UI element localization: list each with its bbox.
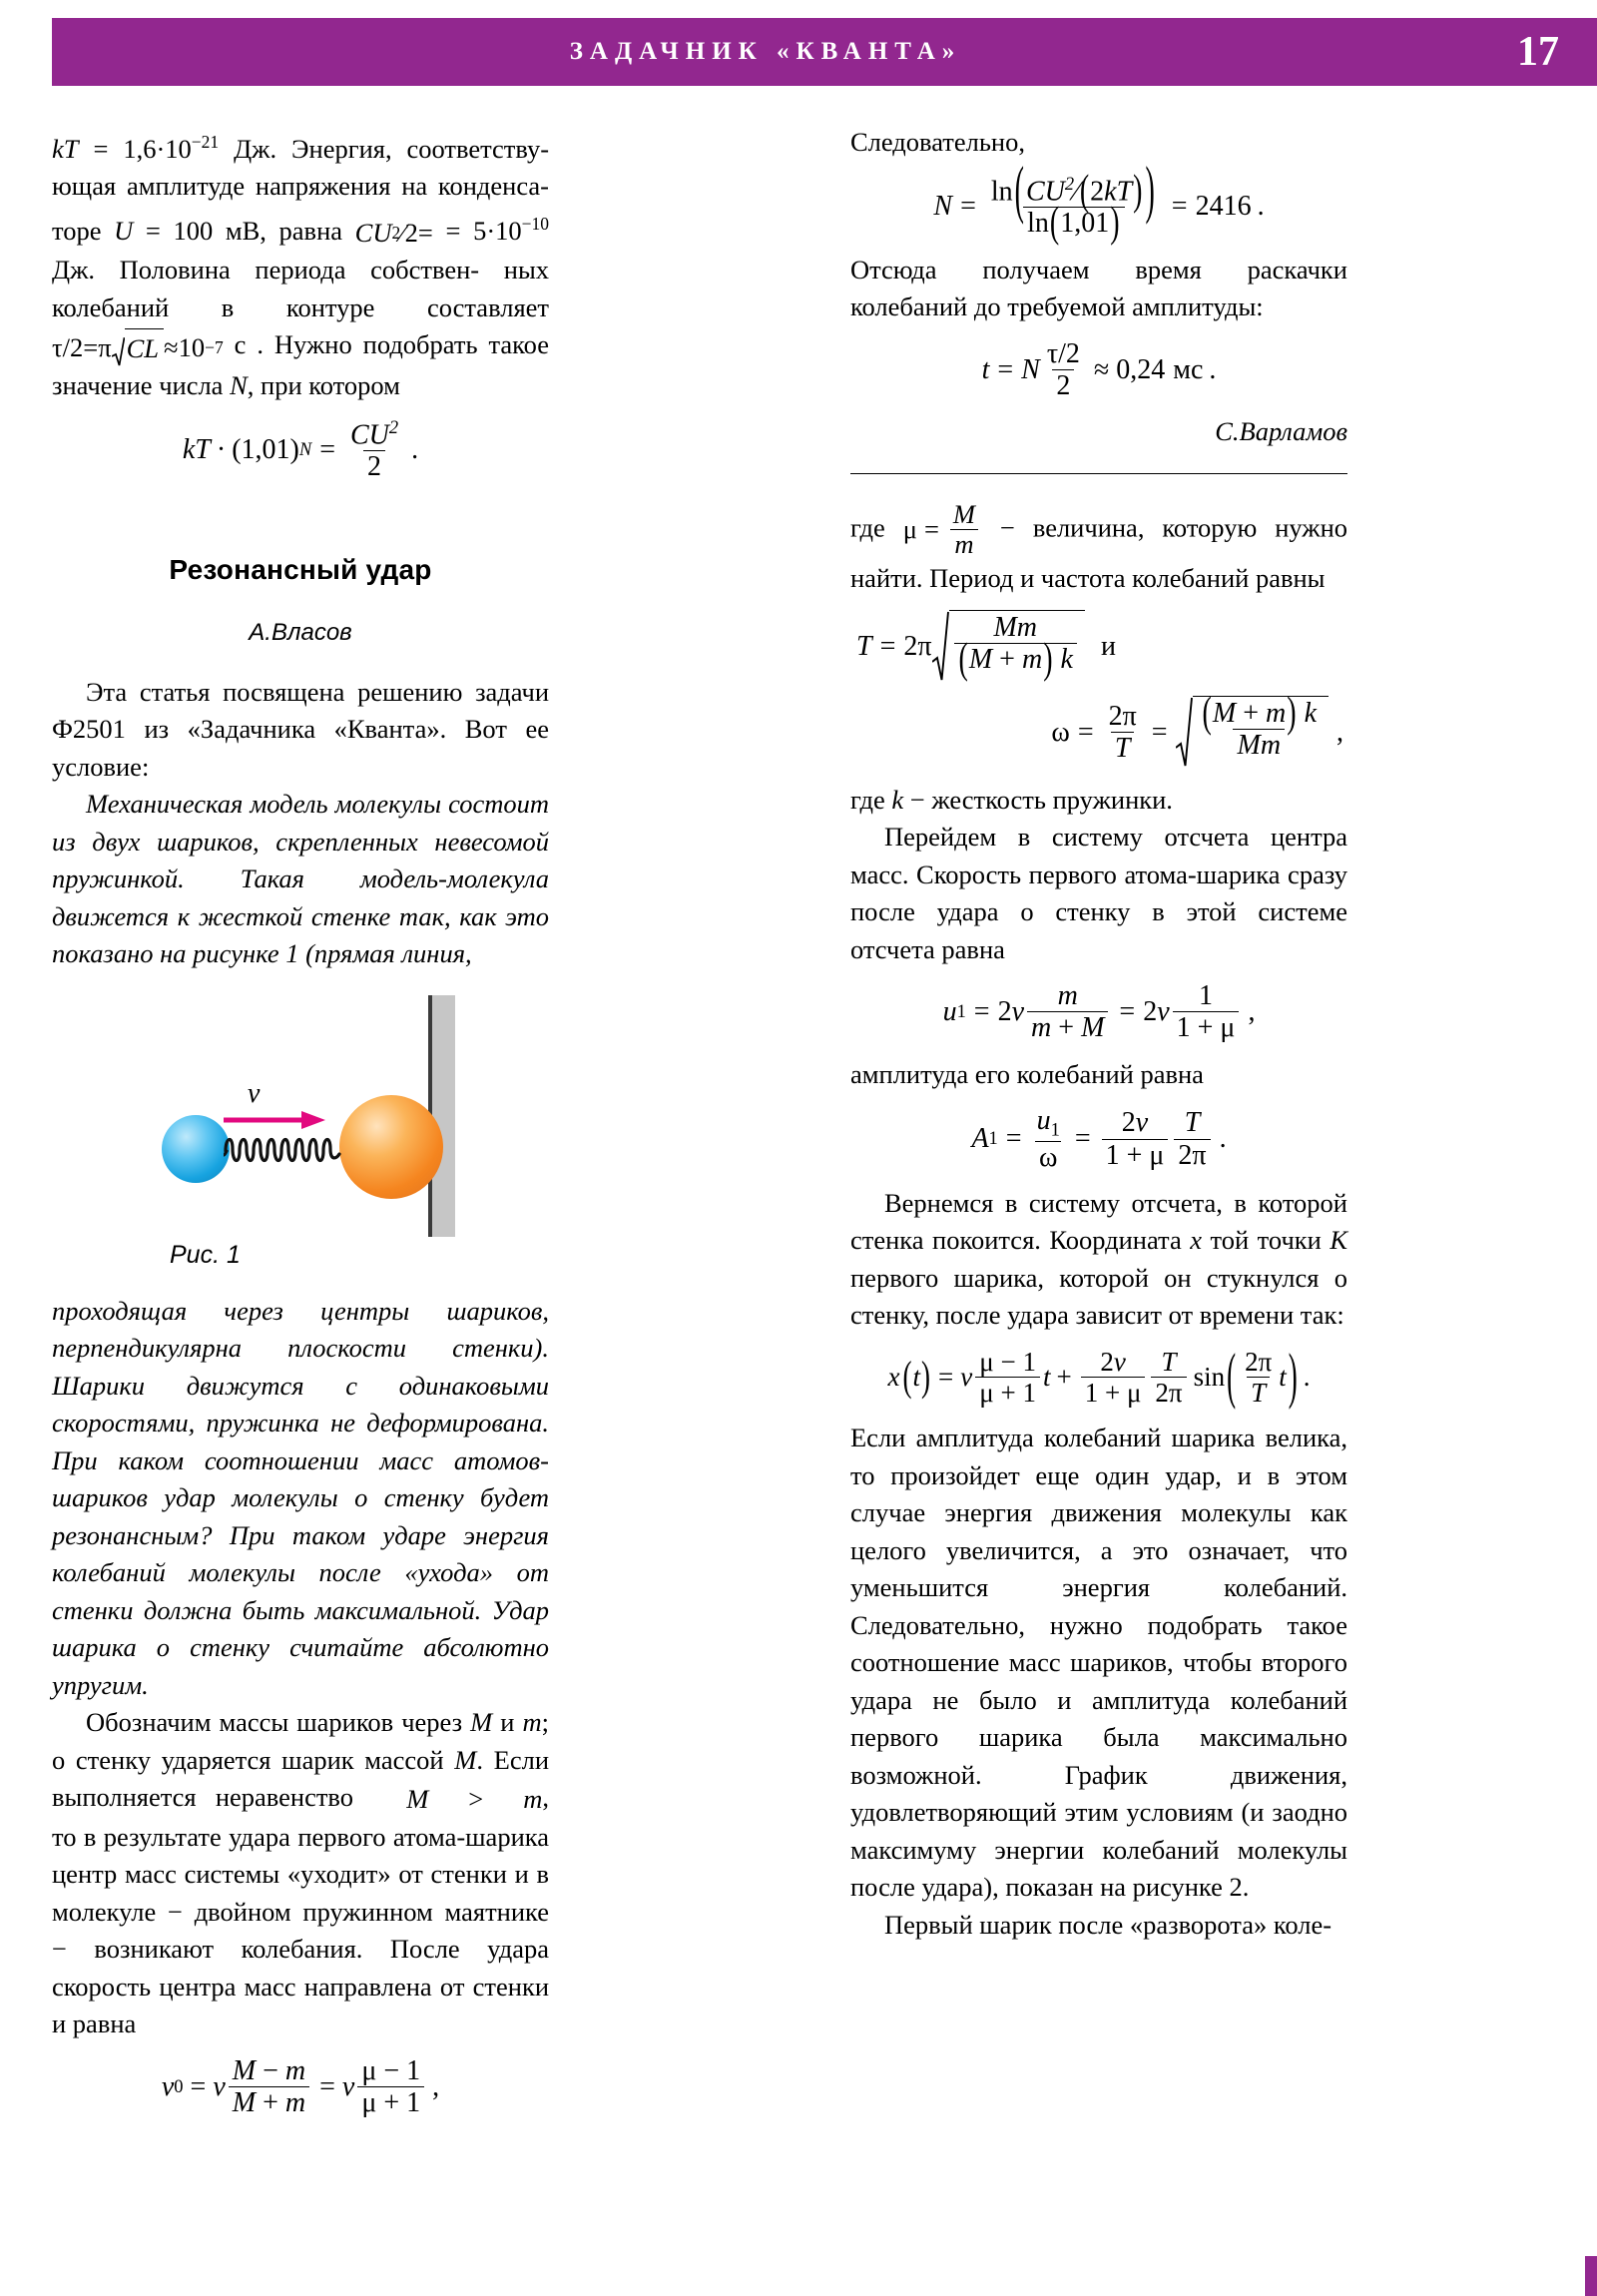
p4-run-2: и	[500, 1707, 515, 1738]
mu-equals: =	[923, 514, 939, 545]
eqA-mu: μ	[1149, 1139, 1165, 1171]
U-value: 100	[173, 215, 214, 246]
f1-den-m: m	[284, 2087, 306, 2119]
figure-1	[52, 987, 549, 1287]
figure-caption: Рис. 1	[170, 1240, 241, 1269]
sqrt-CL	[112, 328, 164, 368]
equ-2b: 2	[1143, 996, 1158, 1028]
fraction-2v-over-1-plus-mu: $\frac{2v}{1 + \mu}$	[1102, 1107, 1169, 1171]
eq-1-01: (1,01)	[232, 433, 299, 465]
frac-den: 2	[363, 450, 385, 482]
f2-den-mu: μ	[361, 2087, 377, 2119]
right-column	[850, 124, 1347, 1944]
f1-num-m: m	[284, 2054, 306, 2086]
equ-v: v	[1011, 996, 1025, 1028]
eqA-equals: =	[1005, 1123, 1022, 1155]
approx-sign: ≈	[164, 331, 179, 362]
equation-N: N = $\frac{\ln(CU^2⁄(2kT) )}{\ln(1,01)}$ = 2416 .	[933, 155, 1265, 248]
article-byline: С.Варламов	[1215, 416, 1347, 447]
right-paragraph-5: Перейдем в систему отсчета центра масс. Скорость первого атома-шарика сразу после удара о стенку в этой системе отсчета равна	[850, 822, 1347, 964]
eqw-plus: +	[1243, 697, 1259, 729]
greater-than: >	[468, 1784, 484, 1815]
paragraph-kT: kT = $1,6\cdot 10^{-21}$ Дж. Энергия, соответству- ющая амплитуде напряжения на конденса- торе U = 100 мВ, равна CU 2 ⁄ 2 = = $5\cdot 10^{-10}$ Дж. Половина периода собствен- ных колебаний в контуре составляет τ/2 = π CL ≈ 10 −7 с . Нужно подобрать такое значение числа N, при котором	[52, 132, 550, 400]
section-title: Резонансный удар	[169, 553, 432, 585]
eqt-approx: ≈	[1093, 353, 1110, 385]
equals-sign-5: =	[83, 331, 99, 362]
eqA-2: 2	[1121, 1107, 1136, 1139]
fraction-2pi-over-T	[1105, 701, 1141, 765]
eqx-pi: π	[1168, 1378, 1183, 1409]
eqw-2: 2	[1108, 700, 1123, 732]
eqx-t2: t	[1042, 1361, 1051, 1392]
equ-plus-2: +	[1197, 1012, 1214, 1044]
fraction-CU2-over-2	[346, 417, 402, 483]
f1-num-M: M	[232, 2054, 257, 2086]
kT-exponent: −21	[191, 132, 220, 152]
p7-run-1: Вернемся в систему отсчета, в которой стенка покоится. Координата	[850, 1187, 1347, 1256]
symbol-K: K	[1330, 1225, 1348, 1256]
cdot: ·	[156, 133, 166, 164]
eqx-plus-3: +	[1104, 1378, 1121, 1409]
eqN-sup2: 2	[1064, 173, 1075, 194]
eqx-num-mu: μ	[979, 1346, 994, 1377]
page-header-bar	[52, 18, 1597, 86]
right-paragraph-4	[850, 782, 1347, 820]
page-number: 17	[1517, 29, 1559, 75]
eqx-plus-2: +	[1056, 1361, 1072, 1392]
eqT-k: k	[1060, 643, 1073, 675]
velocity-label: v	[248, 1077, 261, 1109]
text-run-8: такое значение числа	[52, 329, 550, 400]
eqT-num-M: M	[993, 611, 1017, 643]
symbol-pi: π	[98, 331, 112, 362]
equals-sign-3: =	[417, 217, 433, 248]
text-run-1: Дж. Энергия, соответству-	[234, 133, 550, 164]
eqA-A: A	[971, 1123, 989, 1155]
symbol-m: m	[522, 1707, 542, 1738]
eqw-pi: π	[1122, 700, 1137, 732]
eqt-2: 2	[1052, 369, 1074, 401]
eqN-N: N	[933, 190, 953, 222]
eq-equals: =	[319, 433, 335, 465]
eqA-equals-2: =	[1074, 1123, 1091, 1155]
eqT-den-M: M	[968, 643, 993, 675]
f2-plus: +	[383, 2087, 400, 2119]
symbol-M: M	[470, 1707, 493, 1738]
eqw-T: T	[1111, 732, 1135, 764]
eqT-num-m: m	[1016, 611, 1038, 643]
equals-sign-4: =	[445, 215, 461, 246]
eqT-den-m: m	[1021, 643, 1043, 675]
p4r-run-1: где	[850, 784, 885, 815]
eqw-omega: ω	[1051, 716, 1070, 748]
article-paragraph-1: Эта статья посвящена решению задачи Ф2501 из «Задачника «Кванта». Вот ее условие:	[52, 676, 549, 782]
right-paragraph-3	[850, 500, 1347, 598]
eqN-kT: kT	[1104, 175, 1133, 207]
f1-den-M: M	[232, 2087, 257, 2119]
symbol-kT: kT	[52, 133, 79, 164]
eqN-CU: CU	[1025, 175, 1065, 207]
eq-kT: kT	[182, 433, 211, 465]
equation-omega: ω = $\frac{2\pi}{T}$ = $\frac{(M + m) k}{Mm}$ ,	[850, 696, 1343, 770]
eqA-2b: 2	[1178, 1139, 1193, 1171]
equation-t: t = N $\frac{\tau/2}{2}$ ≈ 0,24 мс .	[981, 337, 1217, 401]
cdot-2: ·	[486, 215, 496, 246]
symbol-CU: CU	[354, 217, 392, 248]
eqT-plus: +	[999, 643, 1015, 675]
text-run-7: с . Нужно подобрать	[234, 329, 478, 360]
text-run-3: торе	[52, 215, 102, 246]
eqt-N: N	[1021, 353, 1040, 385]
right-paragraph-8: Если амплитуда колебаний шарика велика, то произойдет еще один удар, и в этом случае энергия движения молекулы как целого увеличится, а это означает, что уменьшится энергия колебаний. Следовательно, нужно подобрать такое соотношение масс шариков, чтобы второго удара не было и амплитуда колебаний первого шарика была максимально возможной. График движения, удовлетворяющий этим условиям (и заодно максимуму энергии колебаний молекулы после удара), показан на рисунке 2.	[850, 1423, 1347, 1903]
equation-A1: A 1 = $\frac{u_1}{\omega}$ = $\frac{2v}{1 + \mu}$ $\frac{T}{2\pi}$ .	[971, 1105, 1227, 1173]
eqA-den-omega: ω	[1035, 1141, 1061, 1173]
mu-num-M: M	[952, 498, 975, 529]
ball-orange	[339, 1095, 443, 1199]
article-paragraph-2: Механическая модель молекулы состоит из двух шариков, скрепленных невесомой пружинкой. Такая модель-молекула движется к жесткой стенке так, как это показано на рисунке 1 (прямая линия,	[52, 789, 549, 969]
eqx-sin: sin	[1193, 1361, 1226, 1392]
bottom-page-mark	[1585, 2256, 1597, 2296]
symbol-mu: μ	[902, 514, 917, 545]
equation-T	[856, 610, 1347, 684]
equ-num-m: m	[1057, 980, 1078, 1012]
right-paragraph-6: амплитуда его колебаний равна	[850, 1058, 1204, 1089]
denom-2: 2	[404, 217, 418, 248]
f1-minus: −	[263, 2054, 278, 2086]
eqA-plus: +	[1126, 1139, 1143, 1171]
equ-plus: +	[1058, 1012, 1075, 1044]
fraction-2pi-over-T-b	[1241, 1347, 1276, 1408]
tau-exponent: −7	[205, 336, 224, 357]
eqA-v: v	[1135, 1107, 1149, 1139]
equ-mu: μ	[1220, 1012, 1236, 1044]
text-run-9: , при котором	[247, 370, 400, 400]
fraction-M-over-m	[949, 500, 979, 560]
equ-u: u	[942, 996, 957, 1028]
fraction-mu-minus-1-b: $\frac{\mu - 1}{\mu + 1}$	[975, 1347, 1040, 1408]
eqA-T: T	[1184, 1107, 1201, 1139]
eqN-equals-2: =	[1171, 190, 1188, 222]
p4-run-1: Обозначим массы шариков через	[86, 1707, 463, 1738]
ln-outer: ln	[990, 175, 1013, 207]
fraction-m-over-m-plus-M	[1027, 980, 1108, 1044]
ln-inner: ln	[1027, 208, 1049, 240]
eqx-2: 2	[1100, 1346, 1114, 1377]
eqx-den-mu: μ	[979, 1378, 994, 1409]
eqx-equals: =	[938, 1361, 954, 1392]
fraction-tau-over-2	[1043, 338, 1084, 402]
spring-shape	[224, 1127, 347, 1173]
text-run-6: ных колебаний в контуре составляет	[52, 255, 550, 322]
eqx-t: t	[912, 1361, 921, 1392]
equ-den-m: m	[1031, 1012, 1052, 1044]
fraction-ln-over-ln: $\frac{\ln(CU^2⁄(2kT) )}{\ln(1,01)}$	[990, 155, 1155, 248]
eq-v0-v: v	[213, 2070, 226, 2102]
frac-num-CU: CU	[349, 418, 389, 450]
p7-run-2: той точки	[1210, 1225, 1322, 1256]
eqx-T: T	[1161, 1346, 1177, 1377]
section-divider	[850, 473, 1347, 474]
eqx-x: x	[887, 1361, 900, 1392]
N-result-value: 2416	[1195, 190, 1252, 222]
right-paragraph-9: Первый шарик после «разворота» коле-	[884, 1909, 1332, 1940]
eqt-t: t	[981, 353, 990, 385]
fraction-M-minus-m	[229, 2055, 309, 2119]
p7-run-3: первого шарика, которой он стукнулся о стенку, после удара зависит от времени так:	[850, 1262, 1347, 1331]
equation-kT-power-N: kT · (1,01) N = $\frac{CU^2}{2}$ .	[182, 416, 419, 483]
fraction-Mm: $\frac{Mm}{(M + m) k}$	[954, 612, 1077, 676]
ten-3: 10	[178, 331, 206, 362]
eqw-equals-2: =	[1151, 716, 1168, 748]
equals-sign: =	[93, 133, 109, 164]
eqw-den-M: M	[1237, 729, 1261, 761]
eq-v0-equals-2: =	[319, 2070, 335, 2102]
article-paragraph-4	[52, 1704, 549, 2043]
p4-run-4: . Если выполняется неравенство	[52, 1744, 550, 1813]
p4r-run-2: − жесткость пружинки.	[909, 784, 1173, 815]
symbol-M-2: M	[454, 1744, 477, 1775]
eqw-den-m: m	[1260, 729, 1282, 761]
ten: 10	[165, 133, 192, 164]
text-run-4: мВ, равна	[225, 215, 343, 246]
fraction-Mmk: $\frac{(M + m) k}{Mm}$	[1202, 688, 1317, 761]
p4-run-3: ; о стенку ударяется шарик массой	[52, 1707, 550, 1775]
symbol-U: U	[114, 215, 134, 246]
right-paragraph-7	[850, 1185, 1347, 1335]
eqT-T: T	[856, 630, 872, 662]
fraction-mu-minus-1: $\frac{\mu - 1}{\mu + 1}$	[357, 2055, 424, 2119]
eqA-pi: π	[1192, 1139, 1207, 1171]
eqT-pi: π	[917, 630, 932, 662]
eqx-v: v	[960, 1361, 973, 1392]
text-run-5: Дж. Половина периода собствен-	[52, 255, 480, 286]
mu-den-m: m	[950, 529, 977, 560]
fraction-1-over-1-plus-mu: $\frac{1}{1 + \mu}$	[1173, 980, 1240, 1044]
right-paragraph-1: Следовательно,	[850, 127, 1025, 157]
eqt-equals: =	[997, 353, 1014, 385]
frac-num-sup: 2	[388, 416, 399, 437]
t-result-value: 0,24	[1116, 353, 1166, 385]
symbol-M-3: M	[406, 1784, 429, 1815]
sqrt-Mm-over-Mmk	[932, 610, 1085, 684]
f2-num-mu: μ	[361, 2054, 377, 2086]
text-run-2: ющая амплитуде напряжения на конденса-	[52, 171, 549, 202]
symbol-m-2: m	[523, 1784, 543, 1815]
p4-run-5: , то в результате удара первого атома-шарика центр масс системы «уходит» от стенки и в молекуле − двойном пружинном маятнике − возникают колебания. После удара скорость центра масс направлена от стенки и равна	[52, 1782, 549, 2039]
eqw-num-m: m	[1266, 697, 1287, 729]
equals-sign-2: =	[145, 215, 161, 246]
eq-v0-v2: v	[341, 2070, 355, 2102]
eqw-equals: =	[1077, 716, 1094, 748]
eqT-equals: =	[879, 630, 896, 662]
eqx-T2: T	[1247, 1377, 1270, 1408]
eq-v0-equals: =	[190, 2070, 207, 2102]
f1-plus: +	[263, 2087, 278, 2119]
eqA-num-u: u	[1036, 1105, 1051, 1137]
eqw-num-M: M	[1212, 697, 1237, 729]
eqx-minus: −	[1000, 1346, 1016, 1377]
right-paragraph-2: Отсюда получаем время раскачки колебаний до требуемой амплитуды:	[850, 254, 1347, 322]
energy-value: 5	[473, 215, 487, 246]
f2-minus: −	[383, 2054, 400, 2086]
eqx-2b: 2	[1155, 1378, 1169, 1409]
eqx-v2: v	[1113, 1346, 1126, 1377]
fraction-T-over-2pi-b	[1151, 1347, 1186, 1408]
p3-run-1: где	[850, 512, 885, 543]
t-unit: мс	[1173, 353, 1204, 385]
equ-equals-2: =	[1119, 996, 1136, 1028]
eqx-mu2: μ	[1126, 1378, 1142, 1409]
article-paragraph-3: проходящая через центры шариков, перпендикулярна плоскости стенки). Шарики движутся с одинаковыми скоростями, пружинка не деформирована. При каком соотношении масс атомов-шариков удар молекулы о стенку будет резонансным? При таком ударе энергия колебаний молекулы после «ухода» от стенки должна быть максимальной. Удар шарика о стенку считайте абсолютно упругим.	[52, 1295, 549, 1700]
eq-exp-N: N	[298, 438, 312, 459]
sup-2: 2	[391, 222, 401, 243]
eqw-k: k	[1304, 697, 1317, 729]
eq-cdot: ·	[216, 433, 227, 465]
eqx-t3: t	[1279, 1361, 1287, 1392]
ball-blue	[162, 1115, 230, 1183]
eqx-plus: +	[1000, 1378, 1016, 1409]
fraction-T-over-2pi	[1174, 1107, 1210, 1171]
equation-u1: u 1 = 2 v $\frac{m}{m + M}$ = 2 v $\frac{1}{1 + \mu}$ ,	[942, 980, 1256, 1044]
equ-2: 2	[997, 996, 1012, 1028]
energy-exponent: −10	[521, 213, 549, 234]
symbol-tau-half: τ/2	[52, 331, 84, 362]
kT-value: 1,6	[123, 133, 157, 164]
eqN-equals: =	[960, 190, 976, 222]
p3-run-2: − величина, которую нужно найти. Период и частота колебаний равны	[850, 512, 1348, 594]
equ-v2: v	[1157, 996, 1170, 1028]
eq-v0: v	[161, 2070, 175, 2102]
equation-x-of-t: x ( t ) = v $\frac{\mu - 1}{\mu + 1}$ t + $\frac{2v}{1 + \mu}$ $\frac{T}{2\pi}$ sin ( $\frac{2\pi}{T}$ t ) .	[887, 1341, 1311, 1411]
symbol-k: k	[891, 784, 904, 815]
symbol-N: N	[230, 370, 248, 400]
eqT-and: и	[1100, 630, 1116, 662]
eqN-2kT-2: 2	[1090, 175, 1105, 207]
fraction-u1-over-omega: $\frac{u_1}{\omega}$	[1036, 1105, 1060, 1173]
equ-den-M: M	[1081, 1012, 1105, 1044]
section-author: А.Власов	[249, 619, 352, 647]
eqx-2c: 2	[1245, 1346, 1259, 1377]
fraction-2v-over-1-plus-mu-b: $\frac{2v}{1 + \mu}$	[1081, 1347, 1146, 1408]
eqt-tau: τ/2	[1046, 337, 1080, 369]
symbol-x: x	[1190, 1225, 1202, 1256]
radicand-CL: CL	[125, 328, 164, 368]
page-title: ЗАДАЧНИК «КВАНТА»	[569, 38, 962, 65]
eqx-pi2: π	[1258, 1346, 1273, 1377]
eqT-2: 2	[903, 630, 918, 662]
equation-v0: v 0 = v $\frac{M - m}{M + m}$ = v $\frac{\mu - 1}{\mu + 1}$ ,	[161, 2054, 440, 2119]
ten-2: 10	[495, 215, 522, 246]
equ-equals: =	[973, 996, 990, 1028]
left-column	[52, 124, 549, 2130]
